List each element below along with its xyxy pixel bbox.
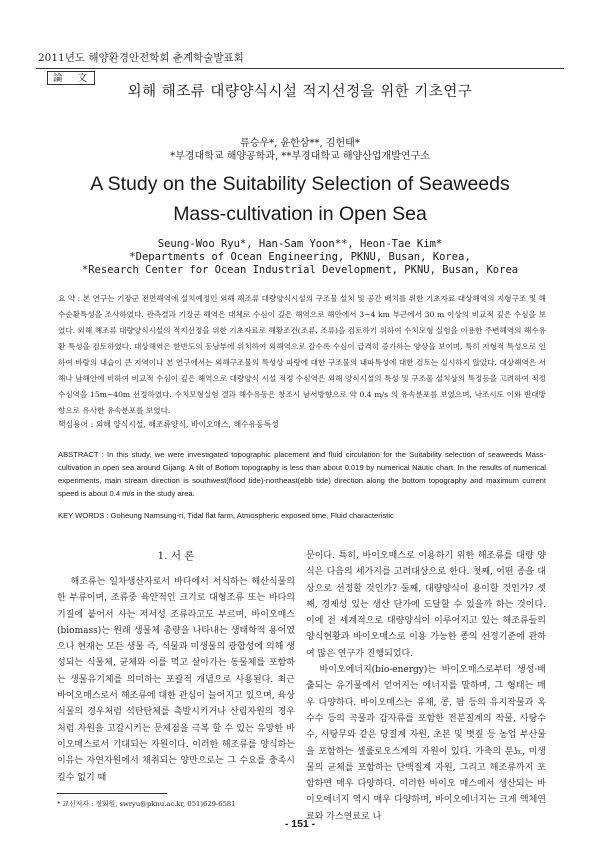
english-affiliation-2: *Research Center for Ocean Industrial Development, PKNU, Busan, Korea: [81, 264, 519, 276]
conference-header: 2011년도 해양환경안전학회 춘계학술발표회: [38, 52, 244, 64]
body-column-left: [57, 548, 295, 786]
body-column-right: [306, 548, 546, 825]
english-title-line-2: Mass-cultivation in Open Sea: [173, 203, 427, 225]
english-abstract: ABSTRACT : In this study, we were investigated topographic placement and fluid circulation for the Suitability selection of seaweeds Mass-cultivation in open sea around Gijang. A tilt of Bottom topography is less than about 0.019 by numerical Nautic chart. In the results of numerical experiments, main stream direction is southwest(flood tide)-northeast(ebb tide) direction along the bottom topography and maximum current speed is about 0.4 m/s in the study area.: [58, 450, 546, 498]
footnote-rule: [57, 793, 167, 794]
korean-keywords: 핵심용어 : 외해 양식시설, 해조류양식, 바이오매스, 해수유동특성: [58, 420, 279, 429]
english-title-line-1: A Study on the Suitability Selection of Seaweeds: [90, 173, 510, 195]
korean-title: 외해 해조류 대량양식시설 적지선정을 위한 기초연구: [127, 84, 473, 100]
korean-authors: 류승우*, 윤한삼**, 김헌태*: [240, 138, 360, 149]
english-author-block: [0, 238, 600, 277]
footnote: * 교신저자 : 정회원, swryu@pknu.ac.kr, 051)629-6581: [57, 800, 236, 808]
english-keywords: KEY WORDS : Goheung Namsung-ri, Tidal flat farm, Atmospheric exposed time, Fluid characteristic: [58, 511, 394, 520]
english-affiliation-1: *Departments of Ocean Engineering, PKNU, Busan, Korea,: [129, 251, 471, 263]
section-heading: 1. 서 론: [157, 550, 195, 562]
korean-affiliation: *부경대학교 해양공학과, **부경대학교 해양산업개발연구소: [170, 151, 430, 162]
header-rule: [36, 68, 564, 69]
english-authors: Seung-Woo Ryu*, Han-Sam Yoon**, Heon-Tae Kim*: [157, 238, 443, 250]
english-title: [0, 169, 600, 229]
article-type-badge: 論 文: [47, 71, 95, 85]
korean-abstract: 요 약 : 본 연구는 기장군 전면해역에 설치예정인 외해 해조류 대량양식시설의 구조물 설치 및 공간 배치를 위한 기초자료 대상해역의 지형구조 및 해수순환특성을 조사하였다. 관측결과 기장군 해역은 대체로 수심이 깊은 해역으로 해안에서 3~4 km 부근에서 30 m 이상의 비교적 깊은 수심을 보였다. 외해 해조류 대량양식시설의 적지선정을 위한 기초자료로 해황조건(조류, 조류)을 검토하기 위하여 수치모형 실험을 이용한 주변해역의 해수유환 특성을 검토하였다. 대상해역은 한반도의 동남부에 위치하여 외해역으로 갈수록 수심이 급격히 증가하는 양상을 보이며, 특히 지형적 특성으로 인하여 바람의 내습이 큰 지역이나 본 연구에서는 외해구조물의 특성상 파랑에 대한 구조물의 내파특성에 대한 검토는 실시하지 않았다. 대상해역은 서해나 남해안에 비하여 비교적 수심이 깊은 해역으로 대량양식 시설 적정 수심역은 외해 양식시설의 특성 및 구조물 설치상의 특정등을 고려하여 적정 수심역을 15m~40m 선정하였다. 수치모형실험 결과 해수유동은 창조시 남서방향으로 약 0.4 m/s 의 유속분포를 보였으며, 낙조시도 이와 반대방향으로 유사한 유속분포를 보였다.: [58, 294, 546, 415]
page-number: - 151 -: [284, 818, 316, 830]
body-paragraph: 문이다. 특히, 바이오매스로 이용하기 위한 해조류를 대량 양식은 다음의 세가지를 고려대상으로 한다. 첫째, 어떤 종을 대상으로 선정할 것인가? 둘째, 대량양식이 용이할 것인가? 셋째, 경제성 있는 생산 단가에 도달할 수 있을까 하는 것이다. 이에 전 세계적으로 대량양식이 이루어지고 있는 해조류들의 양식현황과 바이오매스로 이용 가능한 종의 선정기준에 관하여 많은 연구가 진행되었다.: [306, 551, 546, 659]
body-paragraph: 해조류는 일차생산자로서 바다에서 서식하는 해산식물의 한 부류이며, 조류중 육안적인 크기로 대형조류 또는 바다의 기질에 붙어서 사는 저서성 조류라고도 부르며, 바이오매스(biomass)는 원래 생물체 총량을 나타내는 생태학적 용어였으나 현재는 모든 생물 즉, 식물과 미생물의 광합성에 의해 생성되는 식물체, 균체와 이를 먹고 살아가는 동물체를 포함하는 생물유기체를 의미하는 포괄적 개념으로 사용된다. 최근 바이오매스로서 해조류에 대한 관심이 늘어지고 있으며, 육상식물의 경우처럼 석탄탄체를 촉발시키거나 산림자원의 경우처럼 자원을 고갈시키는 문제점을 극복 할 수 있는 유망한 바이오매스로서 기대되는 자원이다. 이러한 해조류를 양식하는 이유는 자연자원에서 채취되는 양만으로는 그 수요를 충족시킬수 없기 때: [57, 577, 295, 783]
body-paragraph: 바이오에너지(bio-energy)는 바이오매스로부터 생성·배출되는 유기물에서 얻어지는 에너지를 말하며, 그 형태는 매우 다양하다. 바이오매스는 유채, 콩, 팜 등의 유지작물과 옥수수 등의 곡물과 감자류를 포함한 전분질계의 작물, 사탕수수, 사탕무와 같은 당질계 자원, 초본 및 볏짚 등 농업 부산물을 포함하는 셀룰로오스계의 자원이 있다. 가축의 분뇨, 미생물의 균체를 포함하는 단백질계 자원, 그리고 해조류까지 포함하면 매우 다양하다. 이러한 바이오 매스에서 생산되는 바이오에너지 역시 매우 다양하며, 바이오에너지는 크게 액체연료와 가스연료로 나: [306, 665, 546, 822]
